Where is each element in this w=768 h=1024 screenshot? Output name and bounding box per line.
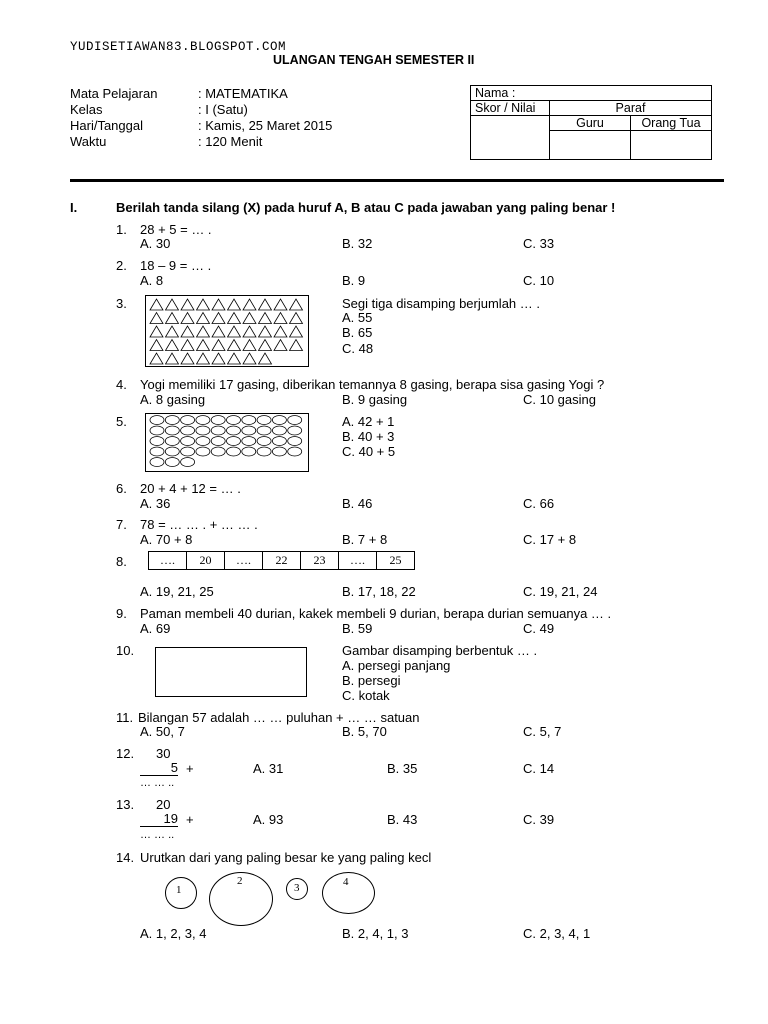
q8-cell[interactable]: …. <box>339 552 377 569</box>
triangle-icon <box>181 313 194 324</box>
q14-number: 14. <box>116 850 135 865</box>
oval-icon <box>146 414 308 471</box>
triangle-icon <box>166 353 179 364</box>
oval-icon <box>150 447 164 456</box>
triangle-icon <box>146 296 308 366</box>
q7-option-a[interactable]: A. 70 + 8 <box>140 532 193 547</box>
oval-icon <box>272 426 286 435</box>
q2-option-b[interactable]: B. 9 <box>342 273 366 288</box>
triangle-icon <box>150 340 163 351</box>
q7-option-b[interactable]: B. 7 + 8 <box>342 532 388 547</box>
oval-icon <box>257 437 271 446</box>
q2-option-c[interactable]: C. 10 <box>523 273 555 288</box>
q14-option-a[interactable]: A. 1, 2, 3, 4 <box>140 926 207 941</box>
oval-icon <box>165 458 179 467</box>
triangle-icon <box>181 340 194 351</box>
q12-result[interactable]: … … .. <box>140 777 175 789</box>
q12-option-c[interactable]: C. 14 <box>523 761 555 776</box>
q9-option-b[interactable]: B. 59 <box>342 621 373 636</box>
oval-icon <box>181 437 195 446</box>
q14-circle-label: 3 <box>294 882 300 894</box>
parent-label: Orang Tua <box>631 116 712 131</box>
info-label-class: Kelas <box>70 102 103 117</box>
score-label: Skor / Nilai <box>471 101 550 116</box>
oval-icon <box>211 447 225 456</box>
q9-text: Paman membeli 40 durian, kakek membeli 9 durian, berapa durian semuanya … . <box>140 606 612 621</box>
q13-operator: + <box>186 812 194 827</box>
q3-option-c[interactable]: C. 48 <box>342 341 374 356</box>
info-label-date: Hari/Tanggal <box>70 118 143 133</box>
q4-number: 4. <box>116 377 127 392</box>
oval-icon <box>272 437 286 446</box>
triangle-icon <box>197 340 210 351</box>
triangle-icon <box>197 299 210 310</box>
triangle-icon <box>212 326 225 337</box>
paraf-label: Paraf <box>550 101 712 116</box>
q4-text: Yogi memiliki 17 gasing, diberikan temannya 8 gasing, berapa sisa gasing Yogi ? <box>140 377 605 392</box>
triangle-icon <box>166 326 179 337</box>
q4-option-a[interactable]: A. 8 gasing <box>140 392 206 407</box>
triangle-icon <box>228 353 241 364</box>
oval-icon <box>150 426 164 435</box>
q8-cell: 22 <box>263 552 301 569</box>
name-field[interactable]: Nama : <box>471 86 712 101</box>
q9-option-a[interactable]: A. 69 <box>140 621 171 636</box>
q14-option-b[interactable]: B. 2, 4, 1, 3 <box>342 926 409 941</box>
q3-triangle-figure <box>145 295 309 367</box>
q10-option-b[interactable]: B. persegi <box>342 673 401 688</box>
q13-option-a[interactable]: A. 93 <box>253 812 284 827</box>
oval-icon <box>288 426 302 435</box>
triangle-icon <box>243 353 256 364</box>
triangle-icon <box>197 353 210 364</box>
oval-icon <box>242 426 256 435</box>
triangle-icon <box>212 299 225 310</box>
oval-icon <box>165 447 179 456</box>
q4-option-b[interactable]: B. 9 gasing <box>342 392 408 407</box>
oval-icon <box>165 437 179 446</box>
triangle-icon <box>259 299 272 310</box>
q11-text: Bilangan 57 adalah … … puluhan + … … satuan <box>138 710 420 725</box>
q5-option-c[interactable]: C. 40 + 5 <box>342 444 396 459</box>
oval-icon <box>211 426 225 435</box>
info-value-subject: : MATEMATIKA <box>198 86 288 101</box>
q3-option-b[interactable]: B. 65 <box>342 325 373 340</box>
q8-cell: 23 <box>301 552 339 569</box>
oval-icon <box>227 416 241 425</box>
triangle-icon <box>166 340 179 351</box>
teacher-label: Guru <box>550 116 631 131</box>
section-instruction: Berilah tanda silang (X) pada huruf A, B atau C pada jawaban yang paling benar ! <box>116 200 616 215</box>
triangle-icon <box>274 299 287 310</box>
triangle-icon <box>274 326 287 337</box>
q13-top-number: 20 <box>156 797 171 812</box>
parent-sign-field[interactable] <box>631 131 712 160</box>
q7-number: 7. <box>116 517 127 532</box>
q13-bottom-number: 19 <box>140 812 178 827</box>
teacher-sign-field[interactable] <box>550 131 631 160</box>
q14-circle-label: 1 <box>176 884 182 896</box>
q11-number: 11. <box>116 710 134 725</box>
triangle-icon <box>228 299 241 310</box>
oval-icon <box>181 426 195 435</box>
q14-circle-label: 4 <box>343 876 349 888</box>
triangle-icon <box>181 353 194 364</box>
q12-operator: + <box>186 761 194 776</box>
q14-option-c[interactable]: C. 2, 3, 4, 1 <box>523 926 591 941</box>
triangle-icon <box>259 340 272 351</box>
oval-icon <box>196 447 210 456</box>
q13-option-c[interactable]: C. 39 <box>523 812 555 827</box>
q4-option-c[interactable]: C. 10 gasing <box>523 392 596 407</box>
oval-icon <box>181 416 195 425</box>
triangle-icon <box>290 340 303 351</box>
q1-number: 1. <box>116 222 127 237</box>
oval-icon <box>242 416 256 425</box>
oval-icon <box>211 416 225 425</box>
triangle-icon <box>274 340 287 351</box>
oval-icon <box>150 458 164 467</box>
q7-option-c[interactable]: C. 17 + 8 <box>523 532 577 547</box>
q14-circle-label: 2 <box>237 875 243 887</box>
triangle-icon <box>212 313 225 324</box>
oval-icon <box>242 447 256 456</box>
q11-option-c[interactable]: C. 5, 7 <box>523 724 562 739</box>
q10-rectangle-figure <box>155 647 307 697</box>
triangle-icon <box>228 326 241 337</box>
section-number: I. <box>70 200 78 215</box>
q8-cell: 20 <box>187 552 225 569</box>
triangle-icon <box>197 326 210 337</box>
q3-number: 3. <box>116 296 127 311</box>
triangle-icon <box>259 326 272 337</box>
triangle-icon <box>259 353 272 364</box>
q6-option-c[interactable]: C. 66 <box>523 496 555 511</box>
triangle-icon <box>150 299 163 310</box>
oval-icon <box>288 447 302 456</box>
q11-option-b[interactable]: B. 5, 70 <box>342 724 387 739</box>
triangle-icon <box>150 353 163 364</box>
q5-option-b[interactable]: B. 40 + 3 <box>342 429 395 444</box>
score-box <box>470 85 712 160</box>
triangle-icon <box>150 313 163 324</box>
q12-top-number: 30 <box>156 746 171 761</box>
info-value-date: : Kamis, 25 Maret 2015 <box>198 118 333 133</box>
q5-option-a[interactable]: A. 42 + 1 <box>342 414 395 429</box>
oval-icon <box>272 447 286 456</box>
oval-icon <box>227 447 241 456</box>
triangle-icon <box>228 313 241 324</box>
q12-option-a[interactable]: A. 31 <box>253 761 284 776</box>
oval-icon <box>257 426 271 435</box>
info-value-time: : 120 Menit <box>198 134 263 149</box>
page-title: ULANGAN TENGAH SEMESTER II <box>273 53 475 67</box>
q8-cell[interactable]: …. <box>225 552 263 569</box>
q2-text: 18 – 9 = … . <box>140 258 212 273</box>
q3-option-a[interactable]: A. 55 <box>342 310 373 325</box>
triangle-icon <box>243 326 256 337</box>
q2-number: 2. <box>116 258 127 273</box>
q9-option-c[interactable]: C. 49 <box>523 621 555 636</box>
oval-icon <box>257 416 271 425</box>
q8-option-c[interactable]: C. 19, 21, 24 <box>523 584 598 599</box>
q8-option-b[interactable]: B. 17, 18, 22 <box>342 584 416 599</box>
q7-text: 78 = … … . + … … . <box>140 517 258 532</box>
triangle-icon <box>290 313 303 324</box>
site-url: YUDISETIAWAN83.BLOGSPOT.COM <box>70 40 287 54</box>
q9-number: 9. <box>116 606 127 621</box>
oval-icon <box>288 437 302 446</box>
info-label-time: Waktu <box>70 134 107 149</box>
q1-option-c[interactable]: C. 33 <box>523 236 555 251</box>
triangle-icon <box>166 299 179 310</box>
oval-icon <box>150 416 164 425</box>
oval-icon <box>227 426 241 435</box>
triangle-icon <box>166 313 179 324</box>
oval-icon <box>196 426 210 435</box>
q6-number: 6. <box>116 481 127 496</box>
q11-option-a[interactable]: A. 50, 7 <box>140 724 185 739</box>
q1-option-a[interactable]: A. 30 <box>140 236 171 251</box>
oval-icon <box>165 416 179 425</box>
oval-icon <box>227 437 241 446</box>
triangle-icon <box>290 326 303 337</box>
triangle-icon <box>181 326 194 337</box>
q6-option-b[interactable]: B. 46 <box>342 496 373 511</box>
q12-bottom-number: 5 <box>140 761 178 776</box>
q13-result[interactable]: … … .. <box>140 829 175 841</box>
oval-icon <box>181 447 195 456</box>
oval-icon <box>242 437 256 446</box>
q12-option-b[interactable]: B. 35 <box>387 761 418 776</box>
triangle-icon <box>259 313 272 324</box>
q8-cell[interactable]: …. <box>149 552 187 569</box>
q6-text: 20 + 4 + 12 = … . <box>140 481 241 496</box>
q8-number: 8. <box>116 554 127 569</box>
info-value-class: : I (Satu) <box>198 102 248 117</box>
oval-icon <box>272 416 286 425</box>
q8-number-sequence <box>148 551 415 570</box>
oval-icon <box>196 437 210 446</box>
triangle-icon <box>243 299 256 310</box>
triangle-icon <box>181 299 194 310</box>
q10-number: 10. <box>116 643 135 658</box>
triangle-icon <box>212 353 225 364</box>
triangle-icon <box>197 313 210 324</box>
oval-icon <box>196 416 210 425</box>
oval-icon <box>150 437 164 446</box>
q10-option-c[interactable]: C. kotak <box>342 688 390 703</box>
q10-text: Gambar disamping berbentuk … . <box>342 643 538 658</box>
q10-option-a[interactable]: A. persegi panjang <box>342 658 451 673</box>
q3-text: Segi tiga disamping berjumlah … . <box>342 296 540 311</box>
q13-option-b[interactable]: B. 43 <box>387 812 418 827</box>
oval-icon <box>165 426 179 435</box>
score-field[interactable] <box>471 116 550 160</box>
q8-cell: 25 <box>389 553 402 567</box>
oval-icon <box>211 437 225 446</box>
q6-option-a[interactable]: A. 36 <box>140 496 171 511</box>
q2-option-a[interactable]: A. 8 <box>140 273 164 288</box>
triangle-icon <box>150 326 163 337</box>
triangle-icon <box>274 313 287 324</box>
oval-icon <box>257 447 271 456</box>
triangle-icon <box>228 340 241 351</box>
q14-text: Urutkan dari yang paling besar ke yang paling kecl <box>140 850 432 865</box>
q5-number: 5. <box>116 414 127 429</box>
oval-icon <box>181 458 195 467</box>
triangle-icon <box>212 340 225 351</box>
info-label-subject: Mata Pelajaran <box>70 86 158 101</box>
q13-number: 13. <box>116 797 135 812</box>
triangle-icon <box>243 340 256 351</box>
triangle-icon <box>243 313 256 324</box>
q5-oval-figure <box>145 413 309 472</box>
divider <box>70 179 724 182</box>
q1-option-b[interactable]: B. 32 <box>342 236 373 251</box>
q12-number: 12. <box>116 746 135 761</box>
q8-option-a[interactable]: A. 19, 21, 25 <box>140 584 214 599</box>
q1-text: 28 + 5 = … . <box>140 222 212 237</box>
oval-icon <box>288 416 302 425</box>
triangle-icon <box>290 299 303 310</box>
